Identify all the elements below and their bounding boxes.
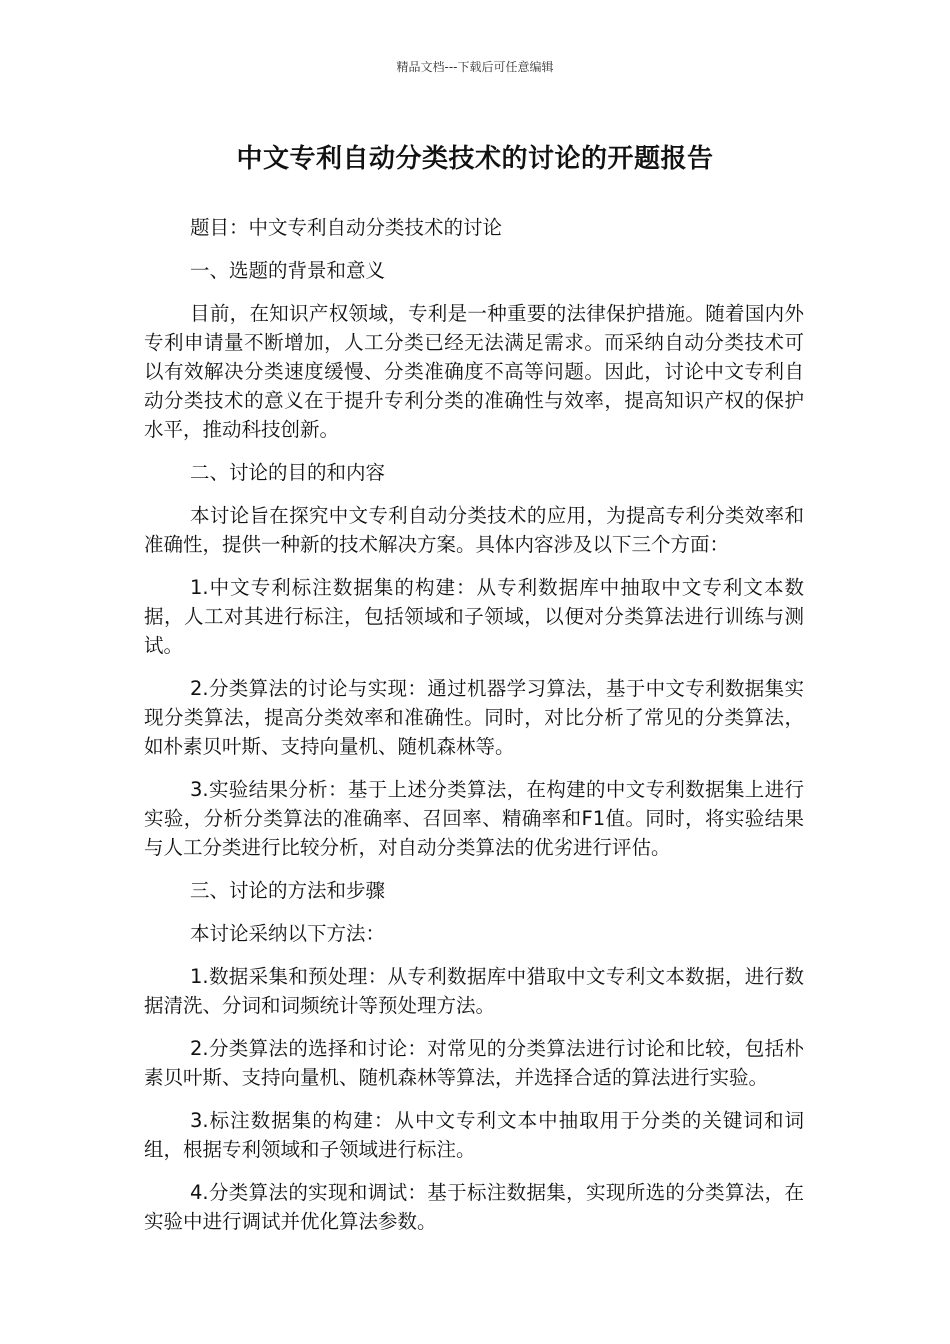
section-heading-method: 三、讨论的方法和步骤 <box>190 879 386 902</box>
list-item-algorithm-selection: 2.分类算法的选择和讨论：对常见的分类算法进行讨论和比较，包括朴素贝叶斯、支持向量机、随机森林等算法，并选择合适的算法进行实验。 <box>144 1037 804 1089</box>
topic-line: 题目：中文专利自动分类技术的讨论 <box>190 216 503 239</box>
list-item-annotation: 3.标注数据集的构建：从中文专利文本中抽取用于分类的关键词和词组，根据专利领域和子领域进行标注。 <box>144 1109 804 1161</box>
section-heading-background: 一、选题的背景和意义 <box>190 259 386 282</box>
section-heading-purpose: 二、讨论的目的和内容 <box>190 461 386 484</box>
list-item-implementation: 4.分类算法的实现和调试：基于标注数据集，实现所选的分类算法，在实验中进行调试并优化算法参数。 <box>144 1181 804 1233</box>
header-note: 精品文档---下载后可任意编辑 <box>396 60 554 74</box>
list-item-algorithm: 2.分类算法的讨论与实现：通过机器学习算法，基于中文专利数据集实现分类算法，提高分类效率和准确性。同时，对比分析了常见的分类算法，如朴素贝叶斯、支持向量机、随机森林等。 <box>144 677 804 758</box>
document-body <box>144 213 804 1250</box>
paragraph-background: 目前，在知识产权领域，专利是一种重要的法律保护措施。随着国内外专利申请量不断增加，人工分类已经无法满足需求。而采纳自动分类技术可以有效解决分类速度缓慢、分类准确度不高等问题。因此，讨论中文专利自动分类技术的意义在于提升专利分类的准确性与效率，提高知识产权的保护水平，推动科技创新。 <box>144 302 804 441</box>
page-title: 中文专利自动分类技术的讨论的开题报告 <box>236 144 714 174</box>
paragraph-method-intro: 本讨论采纳以下方法： <box>190 922 386 945</box>
list-item-results: 3.实验结果分析：基于上述分类算法，在构建的中文专利数据集上进行实验，分析分类算法的准确率、召回率、精确率和F1值。同时，将实验结果与人工分类进行比较分析，对自动分类算法的优劣进行评估。 <box>144 778 804 859</box>
list-item-dataset: 1.中文专利标注数据集的构建：从专利数据库中抽取中文专利文本数据，人工对其进行标注，包括领域和子领域，以便对分类算法进行训练与测试。 <box>144 576 804 657</box>
paragraph-purpose: 本讨论旨在探究中文专利自动分类技术的应用，为提高专利分类效率和准确性，提供一种新的技术解决方案。具体内容涉及以下三个方面： <box>144 504 804 556</box>
list-item-data-collection: 1.数据采集和预处理：从专利数据库中猎取中文专利文本数据，进行数据清洗、分词和词频统计等预处理方法。 <box>144 965 804 1017</box>
